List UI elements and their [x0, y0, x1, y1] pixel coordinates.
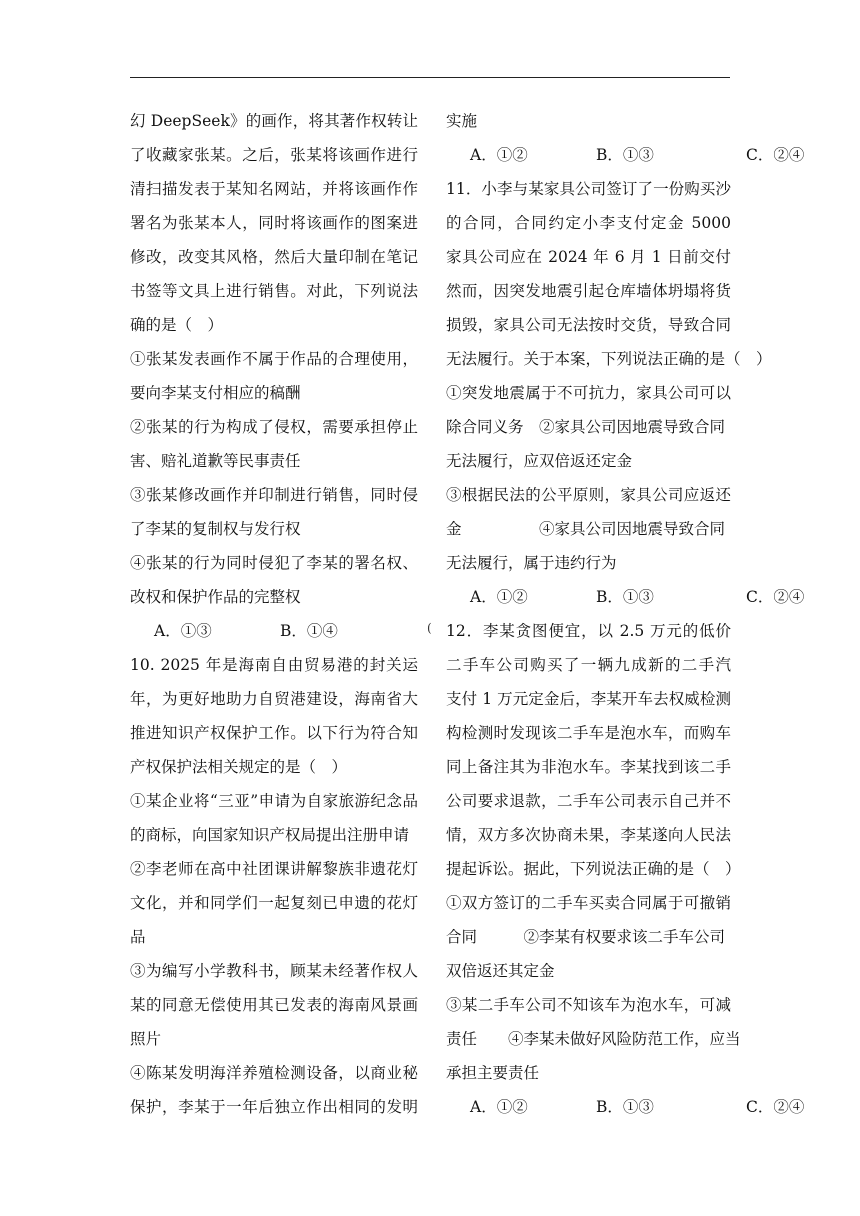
answer-options — [446, 138, 860, 172]
text-line: 推进知识产权保护工作。以下行为符合知 — [130, 724, 418, 742]
answer-option: A．①③ — [154, 622, 212, 640]
text-line: 公司要求退款，二手车公司表示自己并不 — [446, 792, 731, 810]
text-line: ①张某发表画作不属于作品的合理使用， — [130, 350, 418, 368]
text-line: 责任 ④李某未做好风险防范工作，应当 — [446, 1030, 741, 1048]
answer-option: B．①③ — [596, 1098, 654, 1116]
stray-mark: ( — [427, 621, 432, 635]
text-line: 照片 — [130, 1030, 162, 1048]
text-line: ③根据民法的公平原则，家具公司应返还 — [446, 486, 731, 504]
text-line: 署名为张某本人，同时将该画作的图案进 — [130, 214, 418, 232]
answer-option: B．①③ — [596, 588, 654, 606]
right-column — [446, 104, 860, 1124]
text-line: 然而，因突发地震引起仓库墙体坍塌将货 — [446, 282, 731, 300]
answer-options — [446, 580, 860, 614]
answer-option: C．②④ — [746, 588, 805, 606]
answer-option: A．①② — [470, 1098, 528, 1116]
text-line: 承担主要责任 — [446, 1064, 540, 1082]
text-line: 产权保护法相关规定的是（ ） — [130, 758, 348, 776]
text-line: 害、赔礼道歉等民事责任 — [130, 452, 301, 470]
text-line: 幻 DeepSeek》的画作，将其著作权转让 — [130, 112, 418, 130]
text-line: 10. 2025 年是海南自由贸易港的封关运 — [130, 656, 418, 674]
answer-option: A．①② — [470, 146, 528, 164]
text-line: 实施 — [446, 112, 478, 130]
text-line: 要向李某支付相应的稿酬 — [130, 384, 301, 402]
text-line: 金 ④家具公司因地震导致合同 — [446, 520, 726, 538]
header-rule — [130, 77, 730, 78]
text-line: 确的是（ ） — [130, 316, 224, 334]
text-line: ③某二手车公司不知该车为泡水车，可减 — [446, 996, 731, 1014]
answer-options — [130, 614, 418, 648]
text-line: 情，双方多次协商未果，李某遂向人民法 — [446, 826, 731, 844]
text-line: 无法履行，应双倍返还定金 — [446, 452, 633, 470]
text-line: 了李某的复制权与发行权 — [130, 520, 301, 538]
text-line: 12．李某贪图便宜，以 2.5 万元的低价 — [446, 622, 731, 640]
text-line: 年，为更好地助力自贸港建设，海南省大 — [130, 690, 418, 708]
text-line: ①双方签订的二手车买卖合同属于可撤销 — [446, 894, 731, 912]
answer-options — [446, 1090, 860, 1124]
answer-option: C．②④ — [746, 146, 805, 164]
text-line: ③为编写小学教科书，顾某未经著作权人 — [130, 962, 418, 980]
text-line: 提起诉讼。据此，下列说法正确的是（ ） — [446, 860, 741, 878]
text-line: 合同 ②李某有权要求该二手车公司 — [446, 928, 726, 946]
text-line: ①突发地震属于不可抗力，家具公司可以 — [446, 384, 731, 402]
text-line: 支付 1 万元定金后，李某开车去权威检测 — [446, 690, 731, 708]
text-line: ②李老师在高中社团课讲解黎族非遗花灯 — [130, 860, 418, 878]
text-line: ④张某的行为同时侵犯了李某的署名权、 — [130, 554, 418, 572]
text-line: 改权和保护作品的完整权 — [130, 588, 301, 606]
text-line: 清扫描发表于某知名网站，并将该画作作 — [130, 180, 418, 198]
text-line: 文化，并和同学们一起复刻已申遗的花灯 — [130, 894, 418, 912]
answer-option: A．①② — [470, 588, 528, 606]
text-line: 除合同义务 ②家具公司因地震导致合同 — [446, 418, 726, 436]
text-line: 双倍返还其定金 — [446, 962, 555, 980]
text-line: 11．小李与某家具公司签订了一份购买沙 — [446, 180, 731, 198]
answer-option: B．①③ — [596, 146, 654, 164]
text-line: 无法履行。关于本案，下列说法正确的是（ ） — [446, 350, 772, 368]
text-line: ②张某的行为构成了侵权，需要承担停止 — [130, 418, 418, 436]
text-line: ③张某修改画作并印制进行销售，同时侵 — [130, 486, 418, 504]
text-line: 保护，李某于一年后独立作出相同的发明 — [130, 1098, 418, 1116]
text-line: 的合同，合同约定小李支付定金 5000 — [446, 214, 731, 232]
text-line: 无法履行，属于违约行为 — [446, 554, 617, 572]
text-line: ①某企业将“三亚”申请为自家旅游纪念品 — [130, 792, 418, 810]
answer-option: C．②④ — [746, 1098, 805, 1116]
text-line: 了收藏家张某。之后，张某将该画作进行 — [130, 146, 418, 164]
text-line: 书签等文具上进行销售。对此，下列说法 — [130, 282, 418, 300]
text-line: 二手车公司购买了一辆九成新的二手汽 — [446, 656, 731, 674]
text-line: 同上备注其为非泡水车。李某找到该二手 — [446, 758, 731, 776]
text-line: 的商标，向国家知识产权局提出注册申请 — [130, 826, 410, 844]
text-line: 修改，改变其风格，然后大量印制在笔记 — [130, 248, 418, 266]
text-line: 构检测时发现该二手车是泡水车，而购车 — [446, 724, 731, 742]
left-column — [130, 104, 418, 1124]
text-line: 损毁，家具公司无法按时交货，导致合同 — [446, 316, 731, 334]
text-line: 品 — [130, 928, 146, 946]
text-line: ④陈某发明海洋养殖检测设备，以商业秘 — [130, 1064, 418, 1082]
text-line: 家具公司应在 2024 年 6 月 1 日前交付 — [446, 248, 731, 266]
text-line: 某的同意无偿使用其已发表的海南风景画 — [130, 996, 418, 1014]
answer-option: B．①④ — [280, 622, 338, 640]
